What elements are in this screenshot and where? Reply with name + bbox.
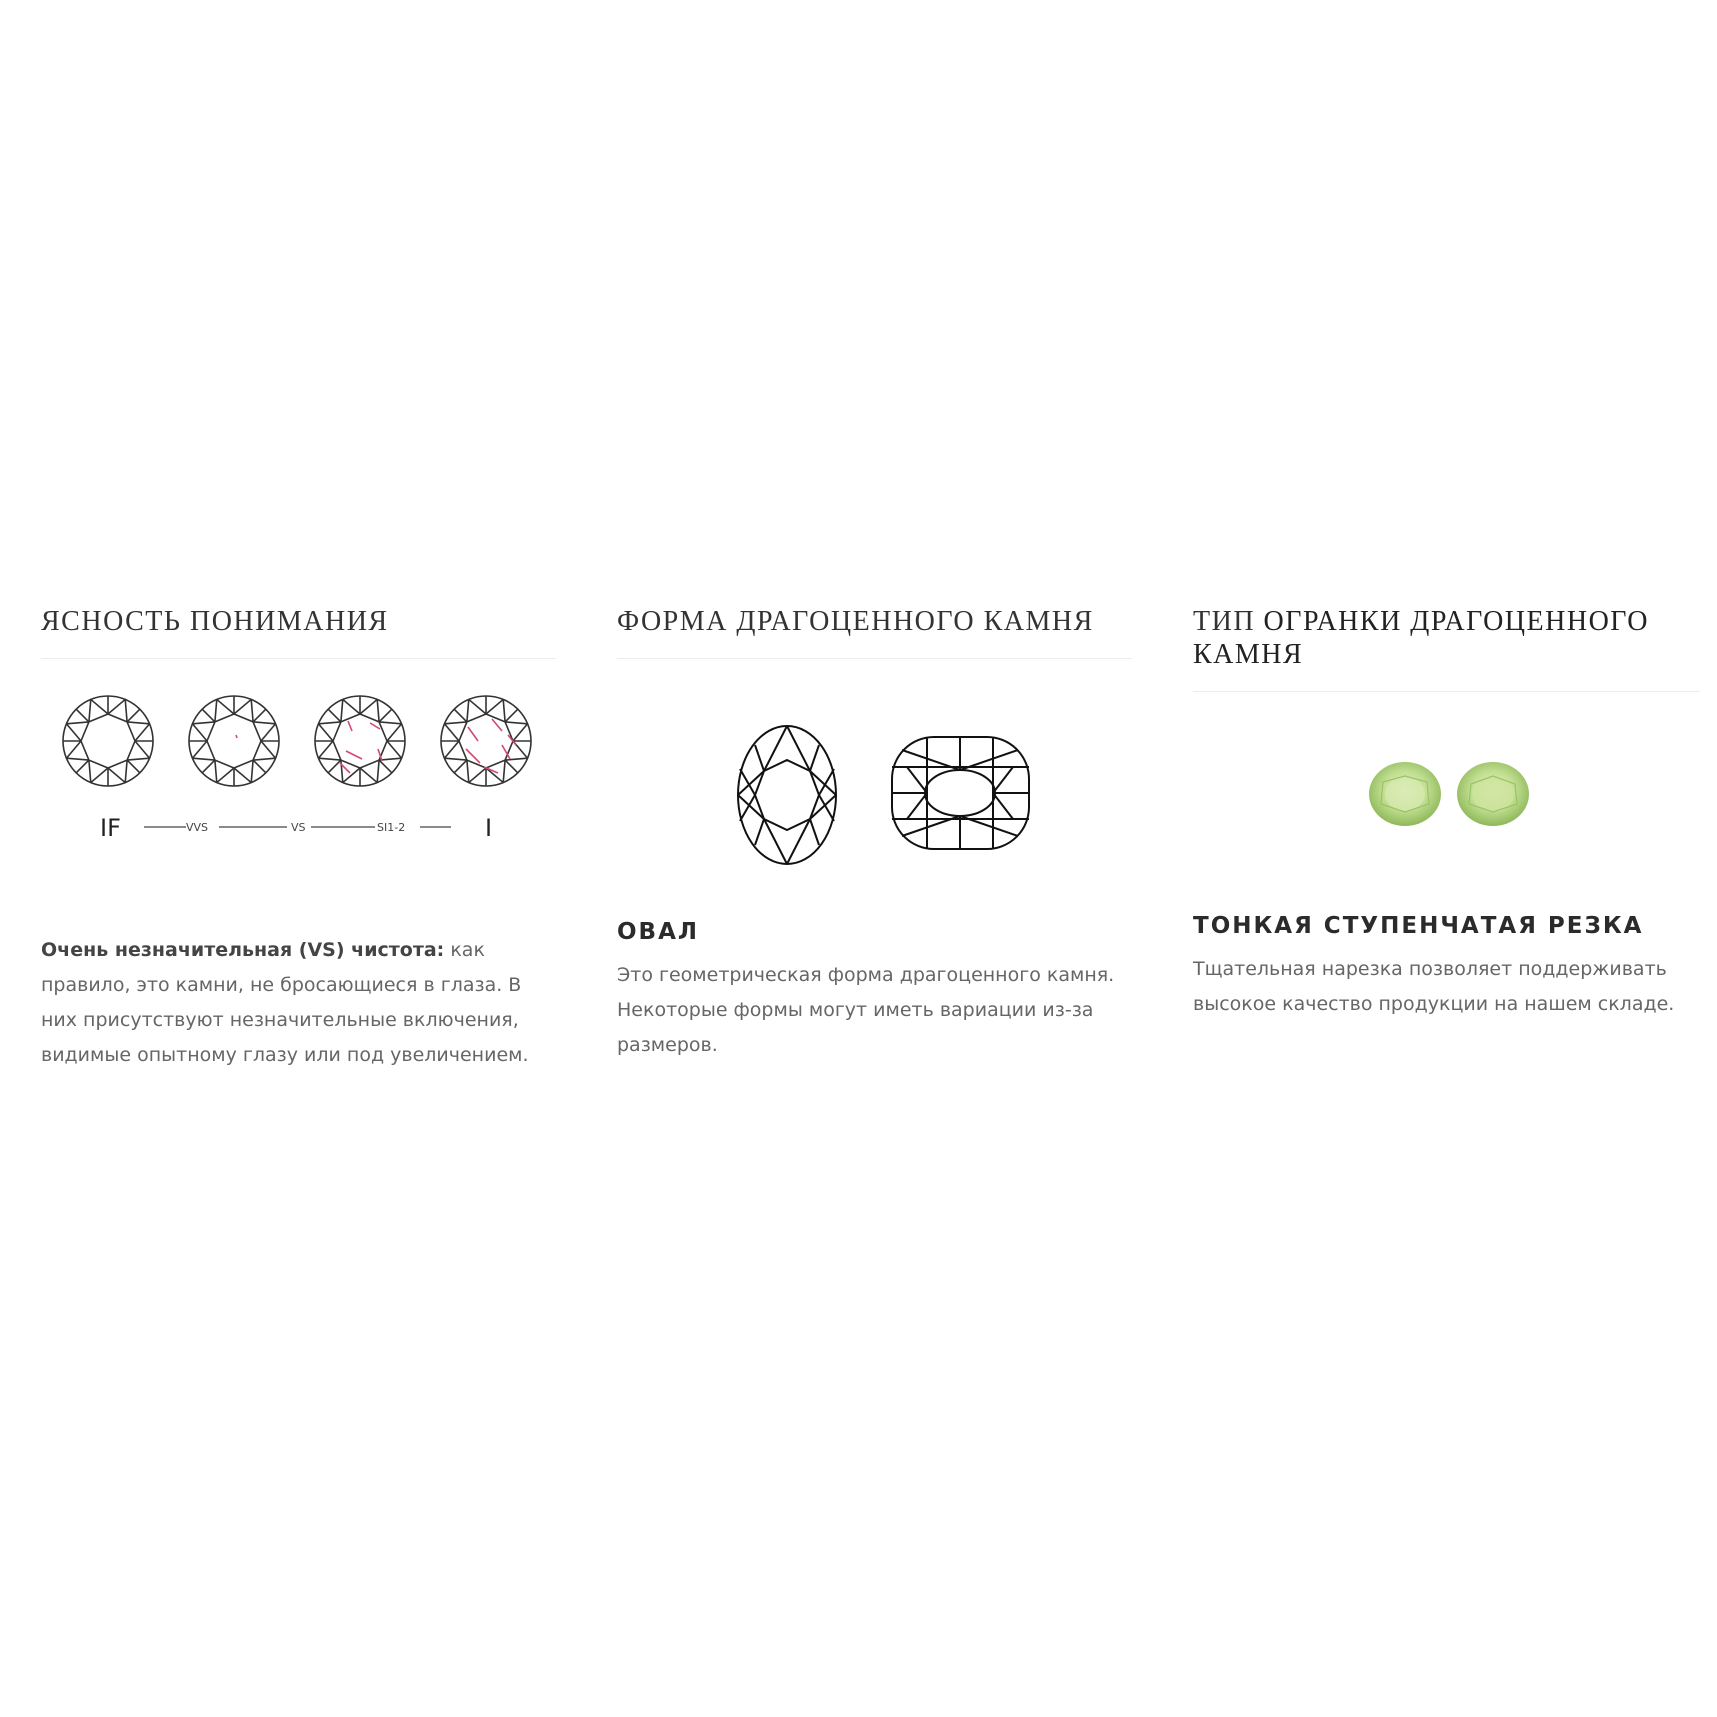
shape-description: Это геометрическая форма драгоценного камня. Некоторые формы могут иметь вариации из-за размеров.	[617, 964, 1115, 1056]
clarity-label-if: IF	[100, 814, 121, 842]
clarity-description-bold: Очень незначительная (VS) чистота:	[41, 939, 445, 961]
diamond-vs-icon	[315, 696, 405, 786]
shape-diagram	[617, 697, 1132, 877]
cut-subtitle: ТОНКАЯ СТУПЕНЧАТАЯ РЕЗКА	[1193, 913, 1644, 939]
shape-divider	[617, 658, 1132, 659]
clarity-description-text: как правило, это камни, не бросающиеся в глаза. В них присутствуют незначительные включения, видимые опытному глазу или под увеличением.	[41, 939, 529, 1066]
cut-divider	[1193, 691, 1700, 692]
clarity-label-si: SI1-2	[377, 821, 406, 834]
cut-title	[1193, 605, 1700, 671]
clarity-label-vvs: VVS	[186, 821, 209, 834]
cut-section	[1193, 605, 1700, 1022]
diamond-i-icon	[441, 696, 531, 786]
shape-title: ФОРМА ДРАГОЦЕННОГО КАМНЯ	[617, 606, 1094, 637]
oval-cut-icon	[738, 726, 836, 864]
diamond-if-icon	[63, 696, 153, 786]
clarity-description	[41, 933, 556, 1073]
cut-gems-image	[1193, 754, 1700, 874]
clarity-scale-diagram	[41, 681, 556, 881]
cut-title-part2: ОГРАНКИ ДРАГОЦЕННОГО КАМНЯ	[1193, 606, 1650, 670]
clarity-divider	[41, 658, 556, 659]
diamond-vvs-icon	[189, 696, 279, 786]
cut-description: Тщательная нарезка позволяет поддерживать высокое качество продукции на нашем складе.	[1193, 958, 1675, 1015]
gem-right-icon	[1457, 762, 1529, 826]
cut-title-part1: ТИП	[1193, 606, 1256, 637]
clarity-label-vs: VS	[291, 821, 306, 834]
clarity-section	[41, 605, 556, 1073]
clarity-title: ЯСНОСТЬ ПОНИМАНИЯ	[41, 606, 389, 637]
shape-section	[617, 605, 1132, 1063]
shape-subtitle: ОВАЛ	[617, 919, 699, 945]
gem-left-icon	[1369, 762, 1441, 826]
clarity-label-i: I	[485, 814, 493, 842]
cushion-cut-icon	[892, 737, 1029, 849]
